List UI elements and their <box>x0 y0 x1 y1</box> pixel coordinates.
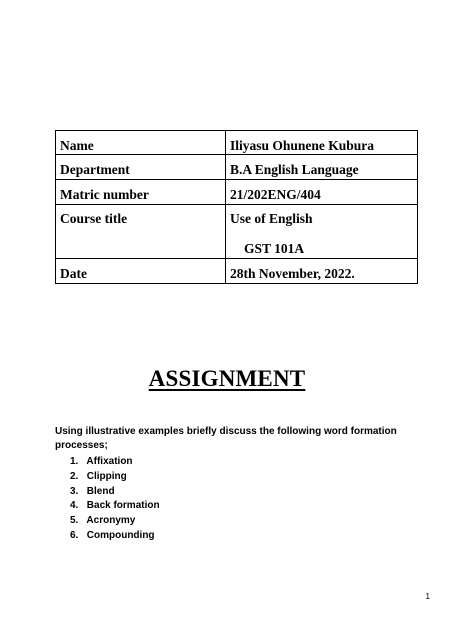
table-row-name <box>56 131 418 155</box>
assignment-question: Using illustrative examples briefly discuss the following word formation processes; <box>55 426 397 451</box>
list-item <box>70 455 160 470</box>
list-item <box>70 470 160 485</box>
table-row-matric-number <box>56 180 418 205</box>
list-item-number: 2. <box>70 470 79 482</box>
table-row-course-title <box>56 205 418 259</box>
list-item-text: Clipping <box>86 470 127 482</box>
table-row-department <box>56 155 418 180</box>
word-formation-list <box>70 455 160 544</box>
list-item <box>70 485 160 500</box>
date-value: 28th November, 2022. <box>226 259 418 284</box>
matric-number-label: Matric number <box>56 180 226 205</box>
list-item-text: Affixation <box>86 456 133 467</box>
course-title-cell <box>226 205 418 259</box>
list-item-text: Compounding <box>86 529 155 541</box>
list-item <box>70 499 160 514</box>
list-item-number: 3. <box>70 485 79 497</box>
table-row-date <box>56 259 418 284</box>
list-item-number: 5. <box>70 515 79 527</box>
page-number: 1 <box>425 592 430 601</box>
list-item <box>70 529 160 544</box>
list-item-text: Back formation <box>86 500 160 512</box>
list-item-number: 4. <box>70 500 79 512</box>
name-value: Iliyasu Ohunene Kubura <box>226 131 418 155</box>
student-info-table <box>55 130 418 284</box>
list-item-number: 6. <box>70 529 79 541</box>
course-title-value: Use of English <box>230 211 313 226</box>
assignment-heading: ASSIGNMENT <box>148 366 306 391</box>
name-label: Name <box>56 131 226 155</box>
department-value: B.A English Language <box>226 155 418 180</box>
course-code-value: GST 101A <box>244 241 305 256</box>
matric-number-value: 21/202ENG/404 <box>226 180 418 205</box>
date-label: Date <box>56 259 226 284</box>
department-label: Department <box>56 155 226 180</box>
list-item-text: Blend <box>86 485 115 497</box>
list-item-text: Acronymy <box>86 515 136 527</box>
course-title-label: Course title <box>56 205 226 259</box>
list-item <box>70 514 160 529</box>
list-item-number: 1. <box>70 456 79 467</box>
